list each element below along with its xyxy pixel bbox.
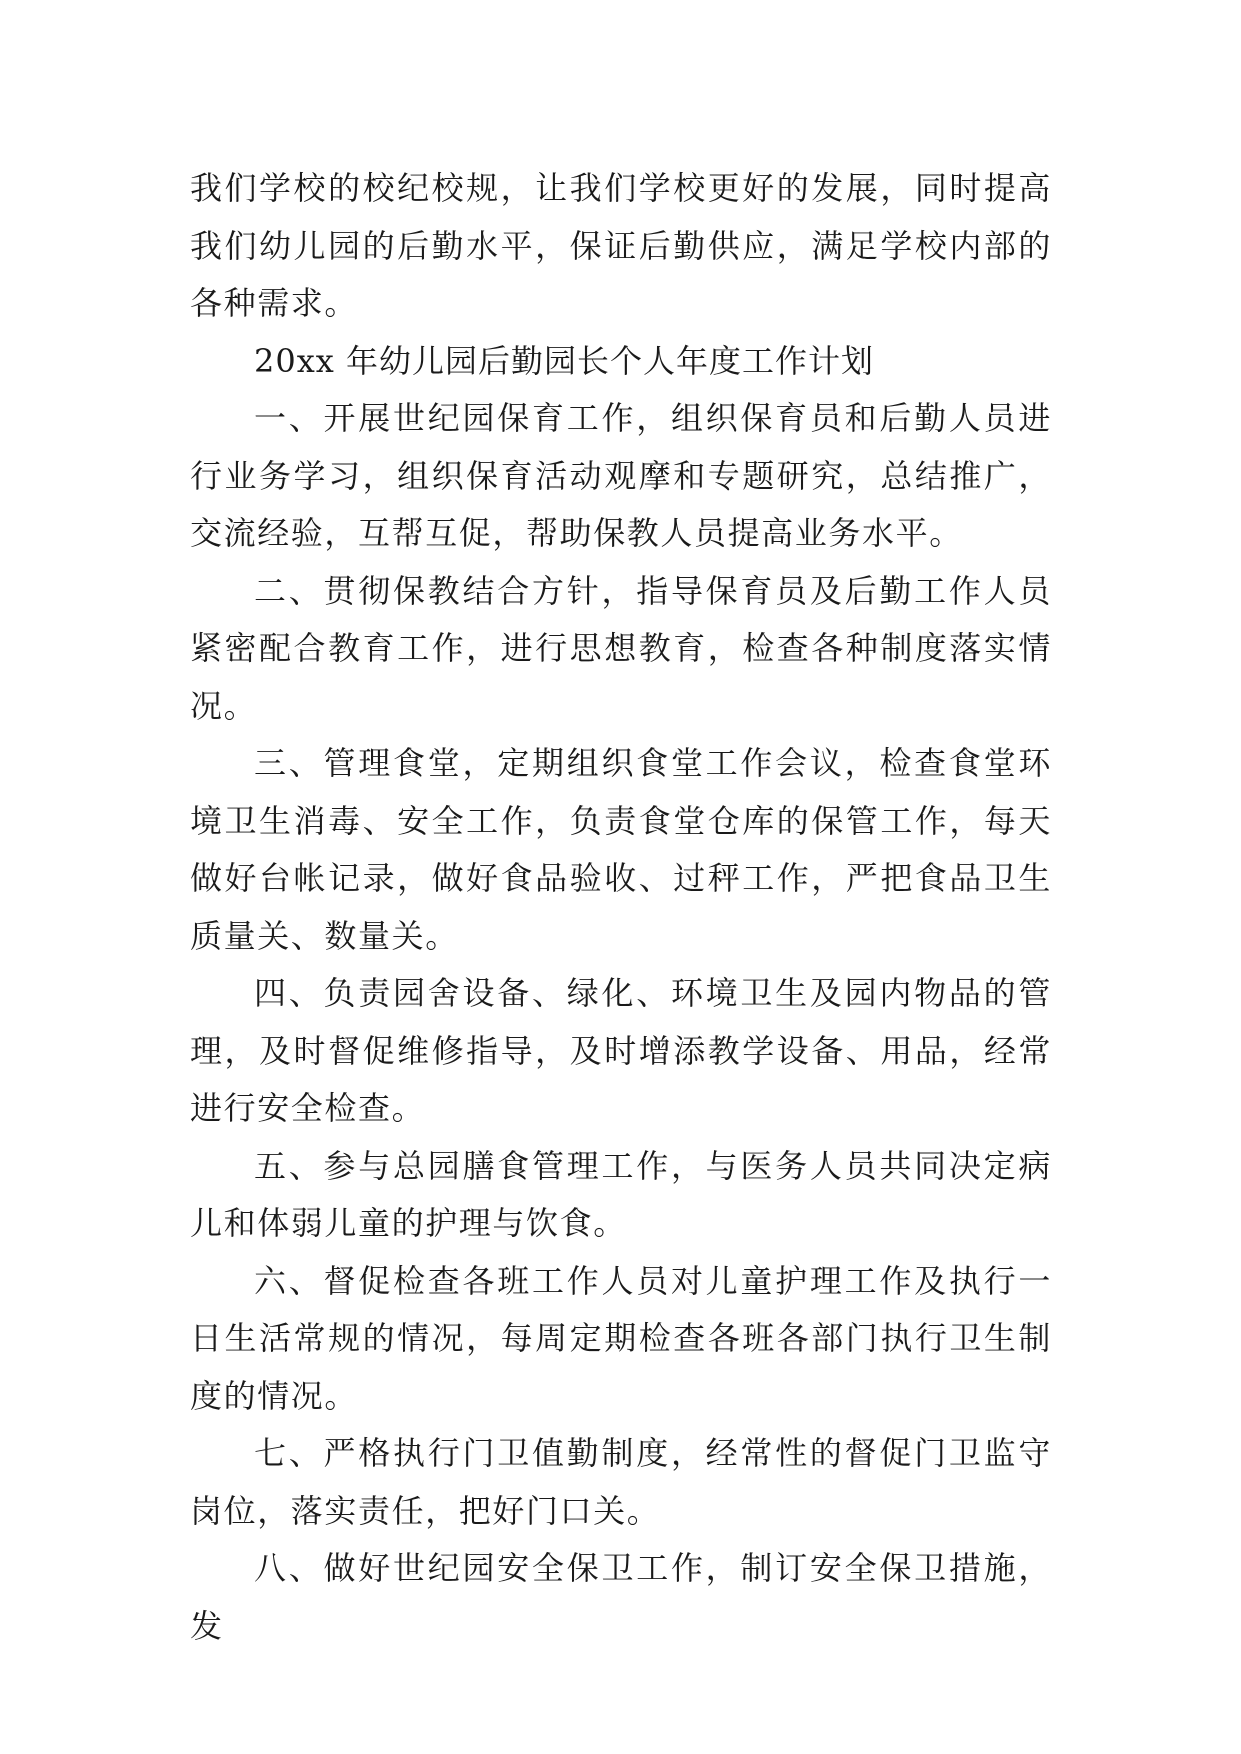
paragraph-item-1: 一、开展世纪园保育工作，组织保育员和后勤人员进行业务学习，组织保育活动观摩和专题研究，总结推广，交流经验，互帮互促，帮助保教人员提高业务水平。 xyxy=(190,399,1052,552)
paragraph-item-6: 六、督促检查各班工作人员对儿童护理工作及执行一日生活常规的情况，每周定期检查各班各部门执行卫生制度的情况。 xyxy=(190,1261,1052,1415)
document-body xyxy=(190,160,1052,1655)
paragraph-item-7: 七、严格执行门卫值勤制度，经常性的督促门卫监守岗位，落实责任，把好门口关。 xyxy=(190,1434,1052,1530)
paragraph-item-5: 五、参与总园膳食管理工作，与医务人员共同决定病儿和体弱儿童的护理与饮食。 xyxy=(190,1146,1052,1242)
paragraph-item-3: 三、管理食堂，定期组织食堂工作会议，检查食堂环境卫生消毒、安全工作，负责食堂仓库的保管工作，每天做好台帐记录，做好食品验收、过秤工作，严把食品卫生质量关、数量关。 xyxy=(190,744,1052,955)
paragraph-item-4: 四、负责园舍设备、绿化、环境卫生及园内物品的管理，及时督促维修指导，及时增添教学设备、用品，经常进行安全检查。 xyxy=(190,974,1052,1127)
paragraph-item-8: 八、做好世纪园安全保卫工作，制订安全保卫措施，发 xyxy=(190,1549,1052,1645)
section-title: 20xx 年幼儿园后勤园长个人年度工作计划 xyxy=(254,341,874,380)
paragraph-item-2: 二、贯彻保教结合方针，指导保育员及后勤工作人员紧密配合教育工作，进行思想教育，检查各种制度落实情况。 xyxy=(190,571,1052,725)
paragraph-continuation: 我们学校的校纪校规，让我们学校更好的发展，同时提高我们幼儿园的后勤水平，保证后勤供应，满足学校内部的各种需求。 xyxy=(190,169,1052,322)
